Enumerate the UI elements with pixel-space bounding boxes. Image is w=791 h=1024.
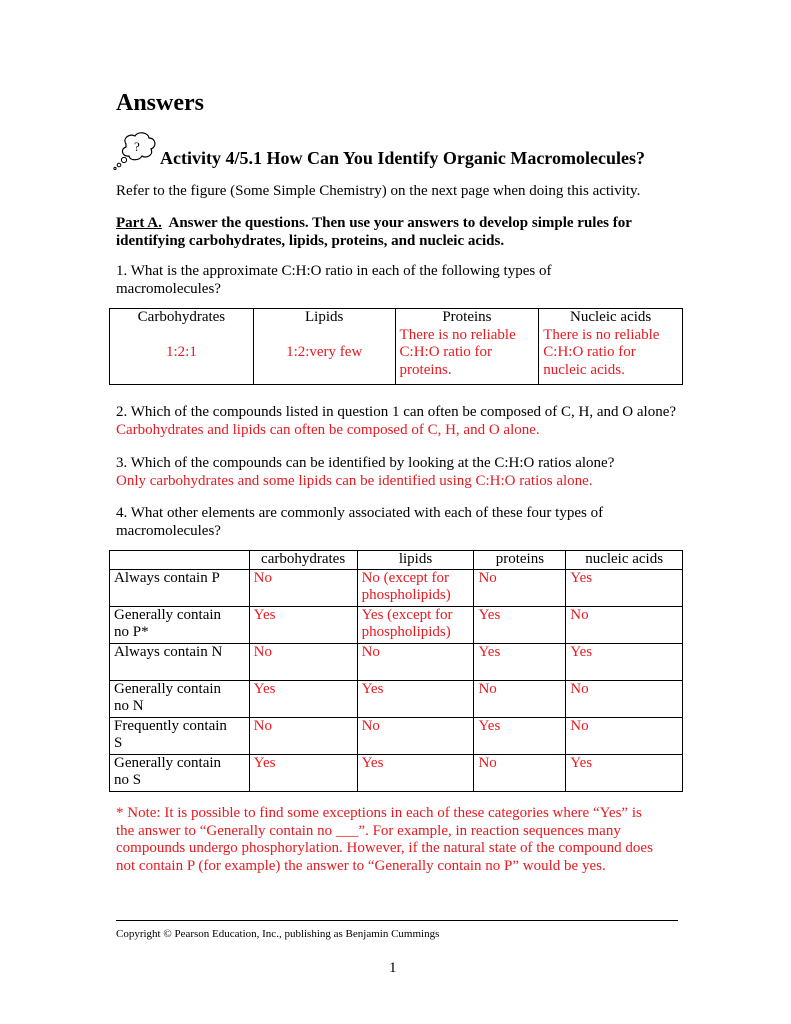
table-row: [110, 309, 683, 385]
ratio-carbohydrates: 1:2:1: [165, 344, 197, 360]
cell-nucleic-acids: No: [566, 680, 683, 717]
note-line: compounds undergo phosphorylation. However, if the natural state of the compound does: [116, 840, 653, 856]
note-line: the answer to “Generally contain no ___”. For example, in reaction sequences many: [116, 822, 621, 839]
part-a-label: Part A.: [116, 215, 162, 231]
nucleic-answer-line2: C:H:O ratio for: [543, 344, 636, 360]
intro-text: Refer to the figure (Some Simple Chemistry) on the next page when doing this activity.: [116, 183, 641, 199]
row-label: Frequently contain S: [110, 717, 250, 754]
part-a-instructions: [116, 215, 632, 250]
cell-proteins: No: [474, 754, 566, 791]
cell-carbohydrates: Yes: [249, 754, 357, 791]
table-cell-carbohydrates: [110, 309, 254, 385]
cell-nucleic-acids: Yes: [566, 643, 683, 680]
table-header-row: [110, 551, 683, 570]
table-cell-nucleic-acids: [539, 309, 683, 385]
question-1-line2: macromolecules?: [116, 280, 221, 297]
thought-bubble-question-icon: [112, 130, 158, 170]
question-1-line1: 1. What is the approximate C:H:O ratio in each of the following types of: [116, 263, 552, 279]
table-row: [110, 717, 683, 754]
cell-proteins: No: [474, 680, 566, 717]
cell-lipids: No (except for phospholipids): [357, 569, 474, 606]
question-4-line2: macromolecules?: [116, 522, 221, 539]
cell-nucleic-acids: Yes: [566, 754, 683, 791]
header-nucleic-acids: nucleic acids: [566, 551, 683, 570]
table-row: [110, 569, 683, 606]
cell-carbohydrates: No: [249, 717, 357, 754]
cell-carbohydrates: Yes: [249, 606, 357, 643]
header-nucleic-acids: Nucleic acids: [570, 309, 652, 325]
header-proteins: proteins: [474, 551, 566, 570]
row-label: Always contain P: [110, 569, 250, 606]
footer-divider: [116, 920, 678, 921]
cell-lipids: Yes: [357, 754, 474, 791]
cell-carbohydrates: No: [249, 569, 357, 606]
cell-lipids: No: [357, 717, 474, 754]
cell-lipids: Yes (except for phospholipids): [357, 606, 474, 643]
header-carbohydrates: Carbohydrates: [137, 309, 226, 325]
table-row: [110, 754, 683, 791]
ratio-table: [109, 308, 683, 385]
question-3-text: 3. Which of the compounds can be identified by looking at the C:H:O ratios alone?: [116, 455, 615, 471]
question-4-line1: 4. What other elements are commonly associated with each of these four types of: [116, 505, 604, 521]
question-2: [116, 404, 676, 439]
header-lipids: lipids: [357, 551, 474, 570]
page-title: Answers: [116, 90, 204, 116]
row-label: Generally contain no P*: [110, 606, 250, 643]
cell-lipids: Yes: [357, 680, 474, 717]
cell-carbohydrates: Yes: [249, 680, 357, 717]
cell-lipids: No: [357, 643, 474, 680]
exceptions-note: [116, 805, 653, 875]
header-empty: [110, 551, 250, 570]
table-row: [110, 680, 683, 717]
cell-nucleic-acids: No: [566, 606, 683, 643]
ratio-lipids: 1:2:very few: [286, 344, 363, 360]
note-line: * Note: It is possible to find some exceptions in each of these categories where “Yes” is: [116, 805, 642, 821]
copyright-notice: Copyright © Pearson Education, Inc., publishing as Benjamin Cummings: [116, 928, 440, 940]
elements-table: [109, 550, 683, 792]
nucleic-answer-line3: nucleic acids.: [543, 361, 625, 378]
cell-proteins: No: [474, 569, 566, 606]
question-4: [116, 505, 603, 540]
row-label: Generally contain no N: [110, 680, 250, 717]
proteins-answer-line1: There is no reliable: [399, 326, 516, 343]
table-row: [110, 643, 683, 680]
svg-text:?: ?: [134, 139, 140, 154]
note-line: not contain P (for example) the answer to “Generally contain no P” would be yes.: [116, 857, 606, 874]
cell-nucleic-acids: Yes: [566, 569, 683, 606]
header-carbohydrates: carbohydrates: [249, 551, 357, 570]
row-label: Always contain N: [110, 643, 250, 680]
cell-nucleic-acids: No: [566, 717, 683, 754]
proteins-answer-line2: C:H:O ratio for: [399, 344, 493, 360]
cell-proteins: Yes: [474, 717, 566, 754]
cell-proteins: Yes: [474, 643, 566, 680]
header-proteins: Proteins: [442, 309, 492, 325]
part-a-text-line1: Answer the questions. Then use your answers to develop simple rules for: [161, 215, 632, 231]
cell-proteins: Yes: [474, 606, 566, 643]
nucleic-answer-line1: There is no reliable: [543, 326, 660, 343]
cell-carbohydrates: No: [249, 643, 357, 680]
question-2-text: 2. Which of the compounds listed in question 1 can often be composed of C, H, and O alone?: [116, 404, 677, 420]
header-lipids: Lipids: [305, 309, 344, 325]
question-3-answer: Only carbohydrates and some lipids can be identified using C:H:O ratios alone.: [116, 472, 593, 489]
question-2-answer: Carbohydrates and lipids can often be composed of C, H, and O alone.: [116, 421, 540, 438]
question-1: [116, 263, 551, 298]
part-a-text-line2: identifying carbohydrates, lipids, proteins, and nucleic acids.: [116, 232, 505, 249]
activity-title: Activity 4/5.1 How Can You Identify Organic Macromolecules?: [160, 148, 645, 168]
table-cell-proteins: [395, 309, 539, 385]
row-label: Generally contain no S: [110, 754, 250, 791]
table-cell-lipids: [253, 309, 395, 385]
question-3: [116, 455, 614, 490]
proteins-answer-line3: proteins.: [399, 361, 452, 378]
table-row: [110, 606, 683, 643]
page-number: 1: [389, 960, 397, 976]
